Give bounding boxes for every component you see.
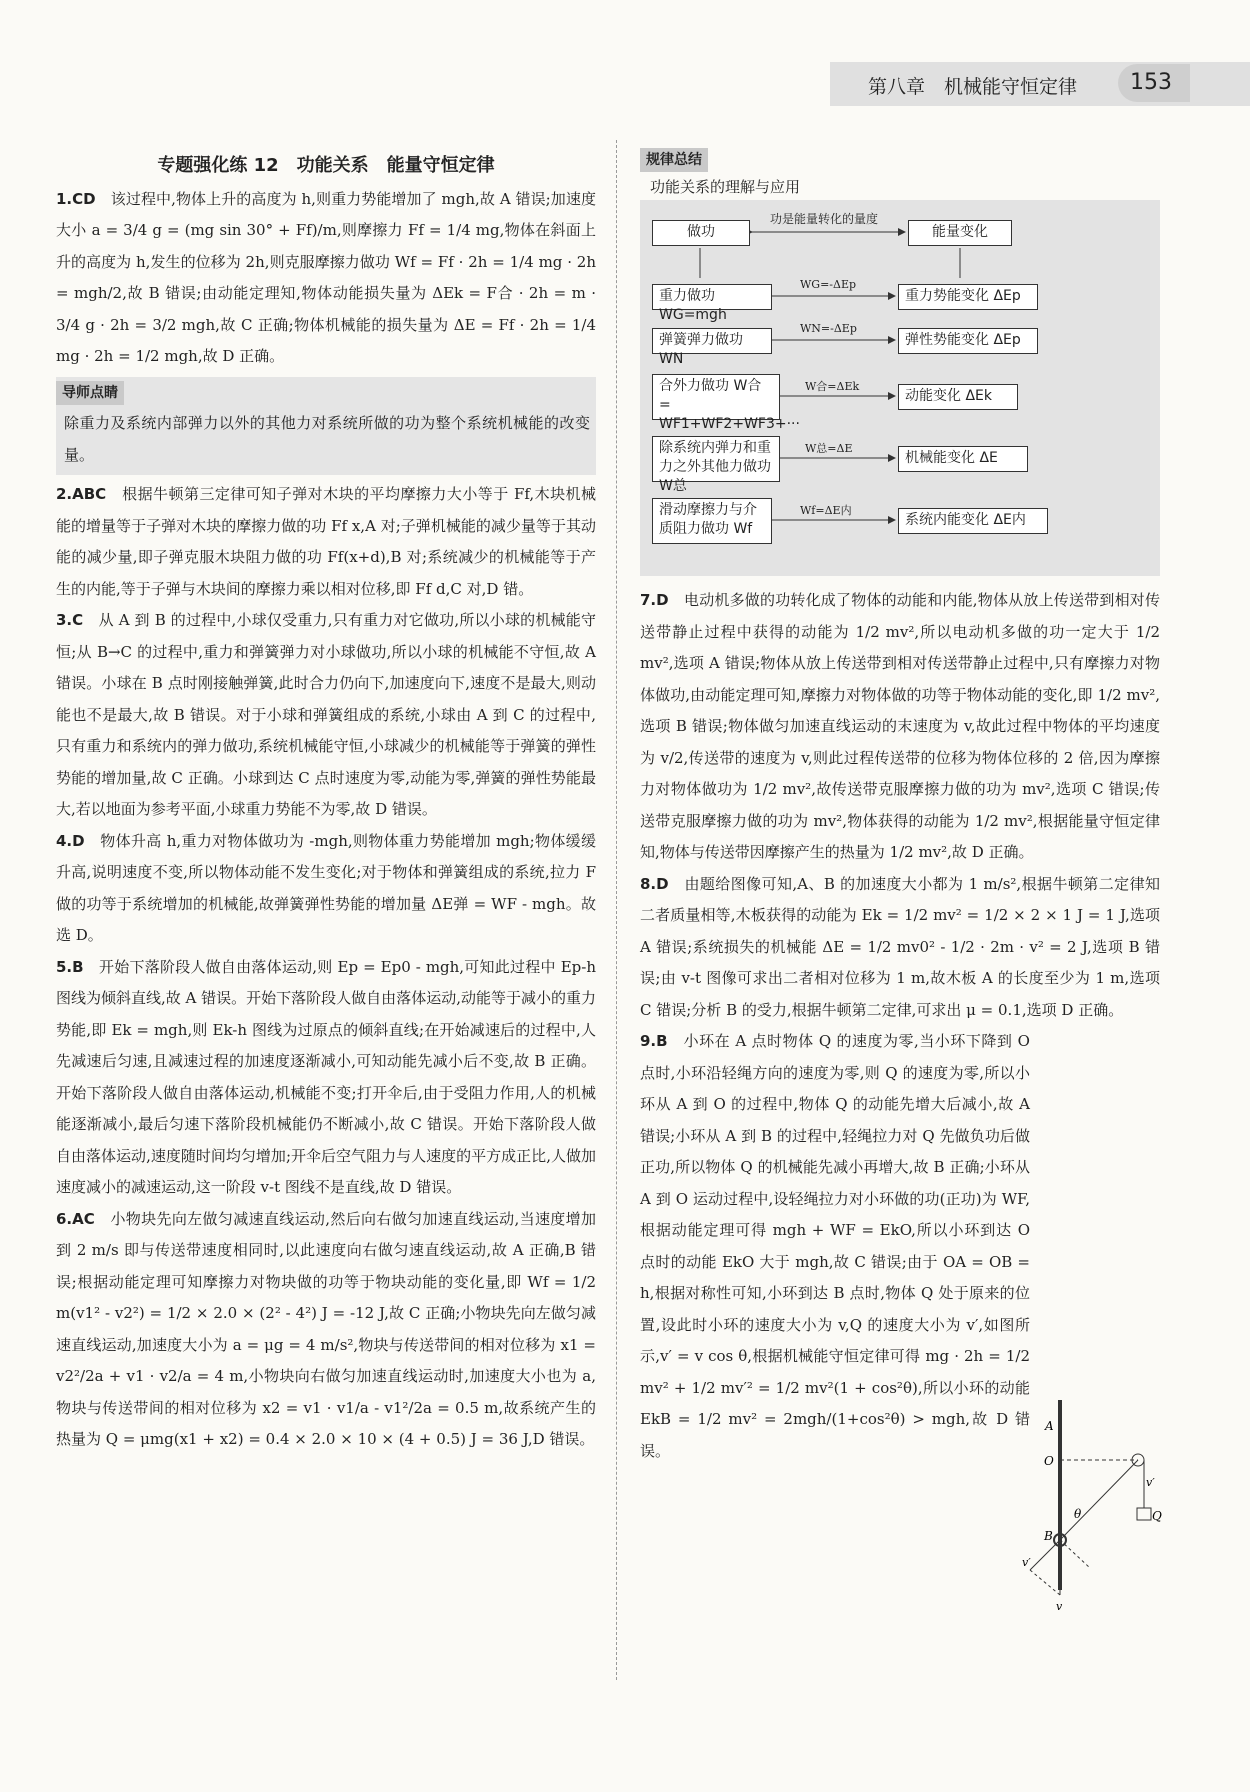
label-B: B [1044, 1529, 1053, 1543]
answer-2: 2.ABC 根据牛顿第三定律可知子弹对木块的平均摩擦力大小等于 Ff,木块机械能的增量等于子弹对木块的摩擦力做的功 Ff x,A 对;子弹机械能的减少量等于其动能的减少量,即子弹克服木块阻力做的功 Ff(x+d),B 对;系统减少的机械能等于产生的内能,等于子弹与木块间的摩擦力乘以相对位移,即 Ff d,C 对,D 错。 [56, 485, 596, 598]
row2-right: 弹性势能变化 ΔEp [898, 328, 1038, 354]
row1-left: 重力做功 WG=mgh [652, 284, 772, 310]
row3-left: 合外力做功 W合= WF1+WF2+WF3+··· [652, 374, 780, 420]
chapter-title: 第八章 机械能守恒定律 [868, 76, 1078, 98]
answer-8: 8.D 由题给图像可知,A、B 的加速度大小都为 1 m/s²,根据牛顿第二定律知二者质量相等,木板获得的动能为 Ek = 1/2 mv² = 1/2 × 2 × 1 J = 1 J,选项 A 错误;系统损失的机械能 ΔE = 1/2 mv0² - 1/2 · 2m · v² = 2 J,选项 B 错误;由 v-t 图像可求出二者相对位移为 1 m,故木板 A 的长度至少为 1 m,选项 C 错误;分析 B 的受力,根据牛顿第二定律,可求出 μ = 0.1,选项 D 正确。 [640, 874, 1160, 1019]
row3-mid: W合=ΔEk [805, 380, 860, 393]
label-O: O [1044, 1454, 1054, 1468]
page-title: 专题强化练 12 功能关系 能量守恒定律 [157, 155, 495, 176]
tutor-tip [56, 377, 596, 476]
answer-6: 6.AC 小物块先向左做匀减速直线运动,然后向右做匀加速直线运动,当速度增加到 2 m/s 即与传送带速度相同时,以此速度向右做匀速直线运动,故 A 正确,B 错误;根据动能定理可知摩擦力对物块做的功等于物块动能的变化量,即 Wf = 1/2 m(v1² - v2²) = 1/2 × 2.0 × (2² - 4²) J = -12 J,故 C 正确;小物块先向左做匀减速直线运动,加速度大小为 a = μg = 4 m/s²,物块与传送带间的相对位移为 x1 = v2²/2a + v1 · v2/a = 4 m,小物块向右做匀加速直线运动时,加速度大小也为 a,物块与传送带间的相对位移为 x2 = v1 · v1/a - v1²/2a = 0.5 m,故系统产生的热量为 Q = μmg(x1 + x2) = 0.4 × 2.0 × 10 × (4 + 0.5) J = 36 J,D 错误。 [56, 1209, 596, 1448]
answer-9: 9.B 小环在 A 点时物体 Q 的速度为零,当小环下降到 O 点时,小环沿轻绳方向的速度为零,则 Q 的速度为零,所以小环从 A 到 O 的过程中,物体 Q 的动能先增大后减小,故 A 错误;小环从 A 到 B 的过程中,轻绳拉力对 Q 先做负功后做正功,所以物体 Q 的机械能先减小再增大,故 B 正确;小环从 A 到 O 运动过程中,设轻绳拉力对小环做的功(正功)为 WF,根据动能定理可得 mgh + WF = EkO,所以小环到达 O 点时的动能 EkO 大于 mgh,故 C 错误;由于 OA = OB = h,根据对称性可知,小环到达 B 点时,物体 Q 处于原来的位置,设此时小环的速度大小为 v,Q 的速度大小为 v′,如图所示,v′ = v cos θ,根据机械能守恒定律可得 mg · 2h = 1/2 mv² + 1/2 mv′² = 1/2 mv²(1 + cos²θ),所以小环的动能 EkB = 1/2 mv² = 2mgh/(1+cos²θ) > mgh,故 D 错误。 [640, 1032, 1030, 1460]
row2-mid: WN=-ΔEp [800, 322, 857, 335]
concept-diagram [640, 200, 1160, 576]
row1-mid: WG=-ΔEp [800, 278, 857, 291]
answer-3: 3.C 从 A 到 B 的过程中,小球仅受重力,只有重力对它做功,所以小球的机械能守恒;从 B→C 的过程中,重力和弹簧弹力对小球做功,所以小球的机械能不守恒,故 A 错误。小球在 B 点时刚接触弹簧,此时合力仍向下,加速度向下,速度不是最大,则动能也不是最大,故 B 错误。对于小球和弹簧组成的系统,小球由 A 到 C 的过程中,只有重力和系统内的弹力做功,系统机械能守恒,小球减少的机械能等于弹簧的弹性势能的增加量,故 C 正确。小球到达 C 点时速度为零,动能为零,弹簧的弹性势能最大,若以地面为参考平面,小球重力势能不为零,故 D 错误。 [56, 611, 596, 818]
row5-mid: Wf=ΔE内 [800, 504, 852, 517]
rule-subtitle: 功能关系的理解与应用 [650, 178, 801, 196]
label-A: A [1045, 1419, 1054, 1433]
label-vprime-q: v′ [1146, 1476, 1155, 1489]
answer-5: 5.B 开始下落阶段人做自由落体运动,则 Ep = Ep0 - mgh,可知此过程中 Ep-h 图线为倾斜直线,故 A 错误。开始下落阶段人做自由落体运动,动能等于减小的重力势能,即 Ek = mgh,则 Ek-h 图线为过原点的倾斜直线;在开始减速后的过程中,人先减速后匀速,且减速过程的加速度逐渐减小,可知动能先减小后不变,故 B 正确。开始下落阶段人做自由落体运动,机械能不变;打开伞后,由于受阻力作用,人的机械能逐渐减小,最后匀速下落阶段机械能仍不断减小,故 C 错误。开始下落阶段人做自由落体运动,速度随时间均匀增加;开伞后空气阻力与人速度的平方成正比,人做加速度减小的减速运动,这一阶段 v-t 图线不是直线,故 D 错误。 [56, 957, 596, 1196]
row3-right: 动能变化 ΔEk [898, 384, 1018, 410]
right-column [640, 585, 1160, 1467]
label-vprime-ring: v′ [1022, 1556, 1031, 1569]
label-theta: θ [1074, 1507, 1082, 1521]
top-relation: 功是能量转化的量度 [770, 212, 879, 226]
row5-right: 系统内能变化 ΔE内 [898, 508, 1048, 534]
row4-mid: W总=ΔE [805, 442, 853, 455]
row1-right: 重力势能变化 ΔEp [898, 284, 1038, 310]
page-number: 153 [1118, 64, 1190, 102]
row2-left: 弹簧弹力做功 WN [652, 328, 772, 354]
row4-left: 除系统内弹力和重力之外其他力做功 W总 [652, 436, 780, 482]
label-Q: Q [1152, 1509, 1162, 1523]
ring-pulley-figure [1022, 1390, 1162, 1630]
answer-4: 4.D 物体升高 h,重力对物体做功为 -mgh,则物体重力势能增加 mgh;物体缓缓升高,说明速度不变,所以物体动能不发生变化;对于物体和弹簧组成的系统,拉力 F 做的功等于系统增加的机械能,故弹簧弹性势能的增加量 ΔE弹 = WF - mgh。故选 D。 [56, 831, 596, 944]
rule-summary [640, 148, 1160, 578]
left-column [56, 150, 596, 1456]
box-work: 做功 [652, 220, 750, 246]
tip-text: 除重力及系统内部弹力以外的其他力对系统所做的功为整个系统机械能的改变量。 [64, 414, 590, 464]
answer-1: 1.CD 该过程中,物体上升的高度为 h,则重力势能增加了 mgh,故 A 错误;加速度大小 a = 3/4 g = (mg sin 30° + Ff)/m,则摩擦力 Ff = 1/4 mg,物体在斜面上升的高度为 h,发生的位移为 2h,则克服摩擦力做功 Wf = Ff · 2h = 1/4 mg · 2h = mgh/2,故 B 错误;由动能定理知,物体动能损失量为 ΔEk = F合 · 2h = m · 3/4 g · 2h = 3/2 mgh,故 C 正确;物体机械能的损失量为 ΔE = Ff · 2h = 1/4 mg · 2h = 1/2 mgh,故 D 正确。 [56, 189, 596, 365]
rule-label: 规律总结 [640, 148, 708, 172]
tip-label: 导师点睛 [56, 381, 124, 405]
row5-left: 滑动摩擦力与介质阻力做功 Wf [652, 498, 772, 544]
box-energy-change: 能量变化 [908, 220, 1012, 246]
label-v: v [1056, 1600, 1063, 1613]
row4-right: 机械能变化 ΔE [898, 446, 1028, 472]
column-divider [616, 140, 617, 1680]
answer-7: 7.D 电动机多做的功转化成了物体的动能和内能,物体从放上传送带到相对传送带静止过程中获得的动能为 1/2 mv²,所以电动机多做的功一定大于 1/2 mv²,选项 A 错误;物体从放上传送带到相对传送带静止过程中,只有摩擦力对物体做功,由动能定理可知,摩擦力对物体做的功等于物体动能的变化,即 1/2 mv²,选项 B 错误;物体做匀加速直线运动的末速度为 v,故此过程中物体的平均速度为 v/2,传送带的速度为 v,则此过程传送带的位移为物体位移的 2 倍,因为摩擦力对物体做功为 1/2 mv²,故传送带克服摩擦力做的功为 mv²,选项 C 错误;传送带克服摩擦力做的功为 mv²,物体获得的动能为 1/2 mv²,根据能量守恒定律知,物体与传送带因摩擦产生的热量为 1/2 mv²,故 D 正确。 [640, 591, 1160, 861]
